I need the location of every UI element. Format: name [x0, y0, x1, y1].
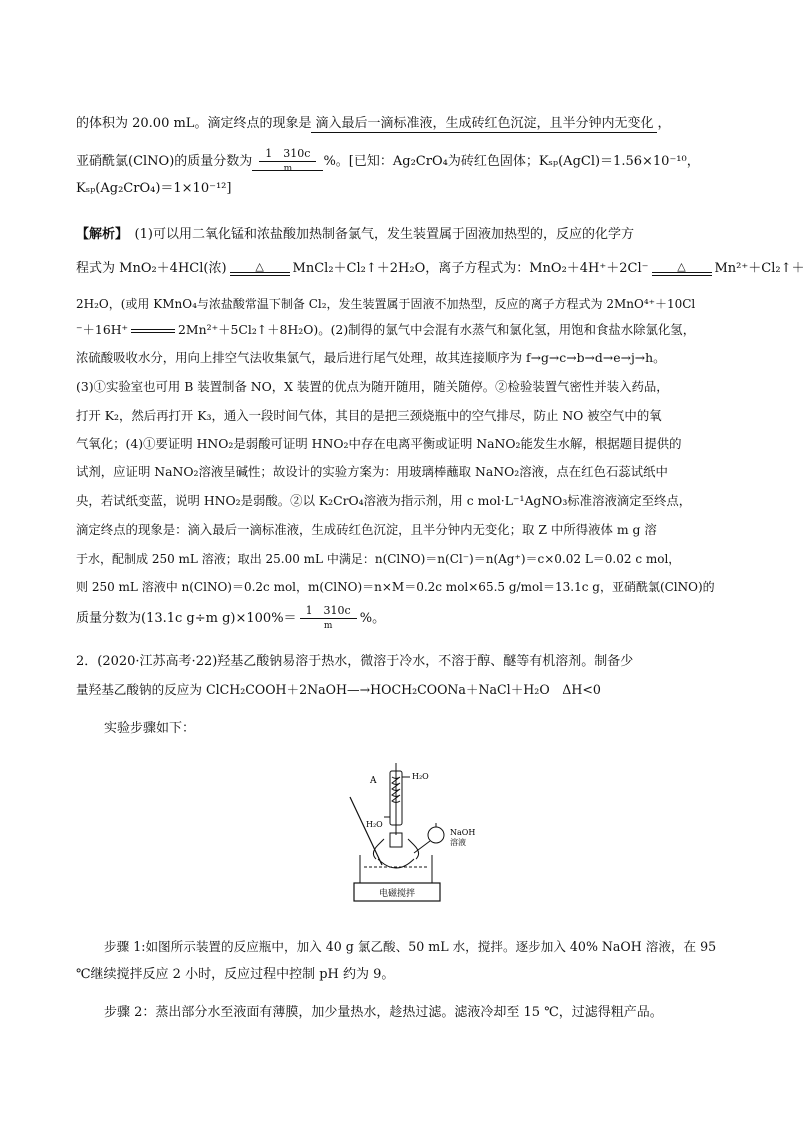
text-line: 于水，配制成 250 mL 溶液；取出 25.00 mL 中满足：n(ClNO)＝n(Cl⁻)＝n(Ag⁺)＝c×0.02 L＝0.02 c mol， — [76, 552, 681, 566]
text: 的体积为 20.00 mL。滴定终点的现象是 — [76, 116, 312, 131]
equals-bar — [652, 272, 712, 276]
text: ， — [657, 116, 671, 131]
reaction-arrow: —→ — [346, 682, 371, 697]
text: 程式为 MnO₂＋4HCl(浓) — [76, 261, 227, 276]
text-line: (3)①实验室也可用 B 装置制备 NO，X 装置的优点为随开随用，随关随停。②检验装置气密性并装入药品， — [76, 379, 669, 394]
text-line: 试剂，应证明 NaNO₂溶液呈碱性；故设计的实验方案为：用玻璃棒蘸取 NaNO₂溶液，点在红色石蕊试纸中 — [76, 464, 668, 479]
text: 量羟基乙酸钠的反应为 ClCH₂COOH＋2NaOH — [76, 682, 347, 697]
text-line: ℃继续搅拌反应 2 小时，反应过程中控制 pH 约为 9。 — [76, 967, 395, 982]
answer-blank: 滴入最后一滴标准液，生成砖红色沉淀，且半分钟内无变化 — [311, 116, 657, 133]
label-naoh: NaOH — [450, 828, 476, 837]
fraction-numerator: 1 310c — [259, 147, 316, 162]
equals-bar — [230, 272, 290, 276]
text: 亚硝酰氯(ClNO)的质量分数为 — [76, 154, 253, 169]
text: %。[已知：Ag₂CrO₄为砖红色固体；Kₛₚ(AgCl)＝1.56×10⁻¹⁰， — [323, 154, 700, 169]
analysis-label: 【解析】 — [76, 227, 122, 242]
text-line: 央，若试纸变蓝，说明 HNO₂是弱酸。②以 K₂CrO₄溶液为指示剂，用 c mol·L⁻¹AgNO₃标准溶液滴定至终点， — [76, 493, 692, 508]
text-line: 则 250 mL 溶液中 n(ClNO)＝0.2c mol，m(ClNO)＝n×M＝0.2c mol×65.5 g/mol＝13.1c g，亚硝酰氯(ClNO)的 — [76, 580, 715, 594]
text-line: Kₛₚ(Ag₂CrO₄)＝1×10⁻¹²] — [76, 181, 232, 196]
text-line — [76, 681, 601, 699]
text: Mn²⁺＋Cl₂↑＋ — [714, 261, 804, 276]
text-line — [76, 321, 695, 339]
text-line: 步骤 1:如图所示装置的反应瓶中，加入 40 g 氯乙酸、50 mL 水，搅拌。逐步加入 40% NaOH 溶液，在 95 — [104, 939, 717, 954]
label-stirrer: 电磁搅拌 — [378, 889, 416, 899]
text: 质量分数为(13.1c g÷m g)×100%＝ — [76, 611, 297, 626]
reaction-condition — [131, 329, 175, 333]
dropping-funnel — [414, 823, 444, 853]
equals-bar — [131, 329, 175, 333]
reaction-condition — [230, 259, 290, 276]
text-line: 步骤 2：蒸出部分水至液面有薄膜，加少量热水，趁热过滤。滤液冷却至 15 ℃，过滤得粗产品。 — [104, 1005, 663, 1020]
text-line — [76, 115, 670, 133]
fraction-numerator: 1 310c — [300, 604, 357, 619]
text-line — [76, 604, 385, 633]
text: %。 — [359, 611, 386, 626]
fraction-denominator: m — [323, 621, 333, 631]
text: 2Mn²⁺＋5Cl₂↑＋8H₂O)。(2)制得的氯气中会混有水蒸气和氯化氢，用饱和食盐水除氯化氢， — [178, 322, 696, 337]
text-line: 2H₂O，(或用 KMnO₄与浓盐酸常温下制备 Cl₂，发生装置属于固液不加热型，反应的离子方程式为 2MnO⁴⁺＋10Cl — [76, 297, 696, 311]
heat-symbol: △ — [255, 259, 264, 273]
text: (1)可以用二氧化锰和浓盐酸加热制备氯气，发生装置属于固液加热型的，反应的化学方 — [134, 227, 634, 242]
fraction — [259, 147, 316, 176]
text: MnCl₂＋Cl₂↑＋2H₂O，离子方程式为：MnO₂＋4H⁺＋2Cl⁻ — [292, 261, 649, 276]
apparatus-figure — [344, 763, 494, 913]
text: HOCH₂COONa＋NaCl＋H₂O ΔH<0 — [370, 682, 601, 697]
text-line — [76, 260, 804, 278]
text-line: 实验步骤如下： — [104, 721, 196, 736]
label-solution: 溶液 — [450, 838, 466, 847]
three-neck-flask — [373, 833, 418, 868]
thermometer — [350, 797, 382, 865]
text-line: 滴定终点的现象是：滴入最后一滴标准液，生成砖红色沉淀，且半分钟内无变化；取 Z 中所得液体 m g 溶 — [76, 522, 657, 537]
text-line: 2．(2020·江苏高考·22)羟基乙酸钠易溶于热水，微溶于冷水，不溶于醇、醚等有机溶剂。制备少 — [76, 654, 634, 669]
label-water-out: H₂O — [412, 772, 429, 781]
text-line: 浓硫酸吸收水分，用向上排空气法收集氯气，最后进行尾气处理，故其连接顺序为 f→g→c→b→d→e→j→h。 — [76, 350, 666, 365]
text-line: 气氧化；(4)①要证明 HNO₂是弱酸可证明 HNO₂中存在电离平衡或证明 NaNO₂能发生水解，根据题目提供的 — [76, 436, 682, 451]
condenser — [384, 763, 410, 835]
text-line — [76, 226, 634, 244]
text-line — [76, 147, 700, 176]
reaction-condition — [652, 259, 712, 276]
heat-symbol: △ — [677, 259, 686, 273]
text: ⁻＋16H⁺ — [76, 322, 129, 337]
label-water-in: H₂O — [366, 820, 383, 829]
answer-blank — [252, 147, 323, 174]
text-line: 打开 K₂，然后再打开 K₃，通入一段时间气体，其目的是把三颈烧瓶中的空气排尽，防止 NO 被空气中的氧 — [76, 408, 662, 423]
label-a: A — [370, 776, 377, 786]
water-bath — [360, 855, 432, 883]
fraction-denominator: m — [283, 164, 293, 174]
fraction — [300, 604, 357, 633]
